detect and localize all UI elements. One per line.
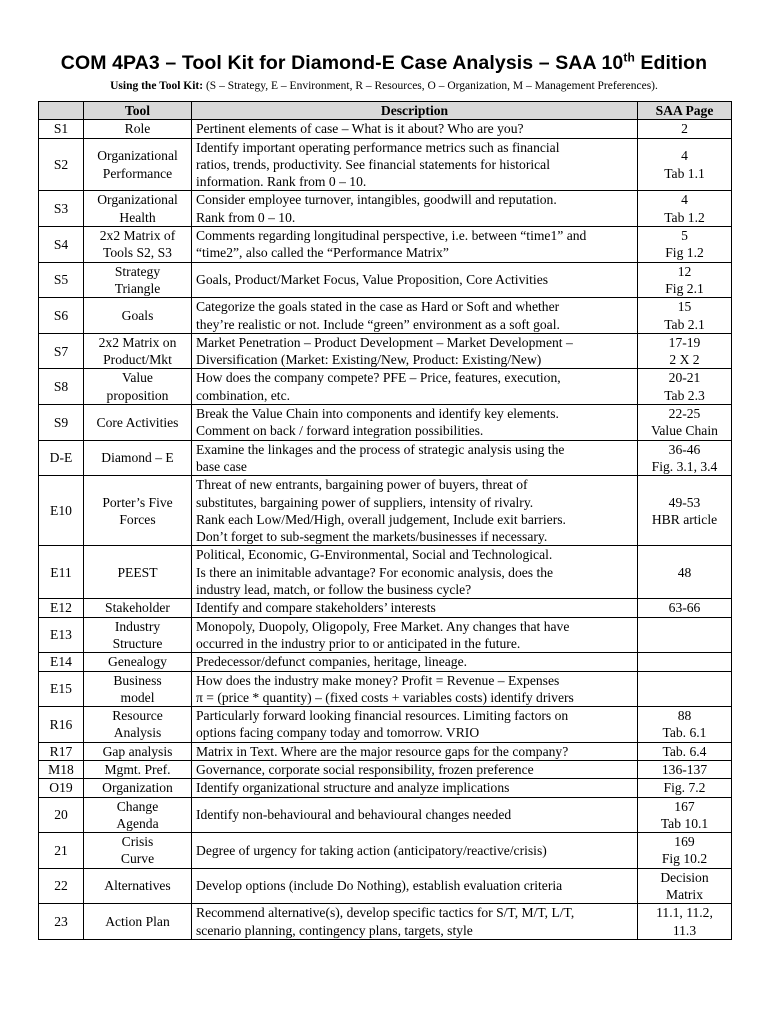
row-tool: Core Activities bbox=[84, 405, 192, 441]
row-description: Categorize the goals stated in the case as Hard or Soft and whether they’re realistic or not. Include “green” environment as a soft goal. bbox=[192, 298, 638, 334]
row-saa-page bbox=[638, 617, 732, 653]
row-saa-page: 12 Fig 2.1 bbox=[638, 262, 732, 298]
row-id: E10 bbox=[39, 476, 84, 546]
page-title bbox=[0, 52, 768, 75]
row-description: Matrix in Text. Where are the major resource gaps for the company? bbox=[192, 742, 638, 760]
header-tool: Tool bbox=[84, 102, 192, 120]
row-tool: Organizational Performance bbox=[84, 138, 192, 191]
table-header-row bbox=[39, 102, 732, 120]
row-id: S6 bbox=[39, 298, 84, 334]
row-tool: Diamond – E bbox=[84, 440, 192, 476]
row-description: Goals, Product/Market Focus, Value Proposition, Core Activities bbox=[192, 262, 638, 298]
subtitle-label: Using the Tool Kit: bbox=[110, 80, 204, 92]
row-tool: Mgmt. Pref. bbox=[84, 760, 192, 778]
row-id: S1 bbox=[39, 120, 84, 138]
table-row bbox=[39, 191, 732, 227]
table-row bbox=[39, 227, 732, 263]
row-description: Identify and compare stakeholders’ interests bbox=[192, 599, 638, 617]
row-description: Identify important operating performance metrics such as financial ratios, trends, productivity. See financial statements for historical information. Rank from 0 – 10. bbox=[192, 138, 638, 191]
table-row bbox=[39, 760, 732, 778]
row-id: R16 bbox=[39, 707, 84, 743]
table-row bbox=[39, 742, 732, 760]
row-tool: Strategy Triangle bbox=[84, 262, 192, 298]
table-row bbox=[39, 546, 732, 599]
table-row bbox=[39, 653, 732, 671]
row-id: S9 bbox=[39, 405, 84, 441]
row-id: S3 bbox=[39, 191, 84, 227]
row-description: Identify organizational structure and analyze implications bbox=[192, 779, 638, 797]
row-description: How does the company compete? PFE – Price, features, execution, combination, etc. bbox=[192, 369, 638, 405]
table-row bbox=[39, 868, 732, 904]
header-id bbox=[39, 102, 84, 120]
row-id: E11 bbox=[39, 546, 84, 599]
row-tool: PEEST bbox=[84, 546, 192, 599]
row-saa-page: 11.1, 11.2, 11.3 bbox=[638, 904, 732, 940]
row-id: E12 bbox=[39, 599, 84, 617]
row-saa-page: 2 bbox=[638, 120, 732, 138]
row-description: Break the Value Chain into components and identify key elements. Comment on back / forward integration possibilities. bbox=[192, 405, 638, 441]
row-tool: Organizational Health bbox=[84, 191, 192, 227]
row-saa-page: 136-137 bbox=[638, 760, 732, 778]
row-tool: Crisis Curve bbox=[84, 833, 192, 869]
row-tool: Industry Structure bbox=[84, 617, 192, 653]
row-saa-page: 63-66 bbox=[638, 599, 732, 617]
table-row bbox=[39, 138, 732, 191]
row-description: Develop options (include Do Nothing), establish evaluation criteria bbox=[192, 868, 638, 904]
row-id: E13 bbox=[39, 617, 84, 653]
row-tool: Role bbox=[84, 120, 192, 138]
table-row bbox=[39, 476, 732, 546]
row-saa-page: 22-25 Value Chain bbox=[638, 405, 732, 441]
row-saa-page bbox=[638, 653, 732, 671]
row-id: D-E bbox=[39, 440, 84, 476]
row-tool: Goals bbox=[84, 298, 192, 334]
row-saa-page: 169 Fig 10.2 bbox=[638, 833, 732, 869]
table-row bbox=[39, 707, 732, 743]
table-row bbox=[39, 779, 732, 797]
row-id: S8 bbox=[39, 369, 84, 405]
table-body bbox=[39, 120, 732, 940]
title-main: COM 4PA3 – Tool Kit for Diamond-E Case Analysis – SAA 10 bbox=[60, 52, 624, 74]
table-row bbox=[39, 617, 732, 653]
row-saa-page: Fig. 7.2 bbox=[638, 779, 732, 797]
row-saa-page: 36-46 Fig. 3.1, 3.4 bbox=[638, 440, 732, 476]
row-id: 20 bbox=[39, 797, 84, 833]
row-description: How does the industry make money? Profit = Revenue – Expenses π = (price * quantity) – (fixed costs + variables costs) identify drivers bbox=[192, 671, 638, 707]
row-tool: Stakeholder bbox=[84, 599, 192, 617]
table-row bbox=[39, 405, 732, 441]
row-saa-page bbox=[638, 671, 732, 707]
table-row bbox=[39, 671, 732, 707]
row-description: Comments regarding longitudinal perspective, i.e. between “time1” and “time2”, also called the “Performance Matrix” bbox=[192, 227, 638, 263]
row-id: S2 bbox=[39, 138, 84, 191]
title-end: Edition bbox=[634, 52, 708, 74]
row-description: Governance, corporate social responsibility, frozen preference bbox=[192, 760, 638, 778]
row-id: E15 bbox=[39, 671, 84, 707]
row-description: Political, Economic, G-Environmental, Social and Technological. Is there an inimitable advantage? For economic analysis, does the industry lead, match, or follow the business cycle? bbox=[192, 546, 638, 599]
row-id: S4 bbox=[39, 227, 84, 263]
row-saa-page: 15 Tab 2.1 bbox=[638, 298, 732, 334]
row-description: Pertinent elements of case – What is it about? Who are you? bbox=[192, 120, 638, 138]
row-saa-page: 88 Tab. 6.1 bbox=[638, 707, 732, 743]
table-row bbox=[39, 904, 732, 940]
tool-kit-table bbox=[38, 101, 732, 940]
table-row bbox=[39, 298, 732, 334]
row-saa-page: 48 bbox=[638, 546, 732, 599]
row-id: O19 bbox=[39, 779, 84, 797]
row-description: Monopoly, Duopoly, Oligopoly, Free Market. Any changes that have occurred in the industry prior to or anticipated in the future. bbox=[192, 617, 638, 653]
row-tool: Organization bbox=[84, 779, 192, 797]
header-description: Description bbox=[192, 102, 638, 120]
row-description: Identify non-behavioural and behavioural changes needed bbox=[192, 797, 638, 833]
table-row bbox=[39, 797, 732, 833]
row-id: M18 bbox=[39, 760, 84, 778]
table-row bbox=[39, 120, 732, 138]
row-tool: Change Agenda bbox=[84, 797, 192, 833]
row-saa-page: 4 Tab 1.1 bbox=[638, 138, 732, 191]
table-row bbox=[39, 369, 732, 405]
table-row bbox=[39, 599, 732, 617]
row-saa-page: 4 Tab 1.2 bbox=[638, 191, 732, 227]
row-description: Predecessor/defunct companies, heritage, lineage. bbox=[192, 653, 638, 671]
row-id: R17 bbox=[39, 742, 84, 760]
row-description: Consider employee turnover, intangibles, goodwill and reputation. Rank from 0 – 10. bbox=[192, 191, 638, 227]
row-tool: Value proposition bbox=[84, 369, 192, 405]
row-id: E14 bbox=[39, 653, 84, 671]
row-tool: Resource Analysis bbox=[84, 707, 192, 743]
row-description: Particularly forward looking financial resources. Limiting factors on options facing company today and tomorrow. VRIO bbox=[192, 707, 638, 743]
title-superscript: th bbox=[623, 50, 635, 65]
row-description: Examine the linkages and the process of strategic analysis using the base case bbox=[192, 440, 638, 476]
row-tool: Business model bbox=[84, 671, 192, 707]
row-tool: Alternatives bbox=[84, 868, 192, 904]
subtitle-text: (S – Strategy, E – Environment, R – Resources, O – Organization, M – Management Preferences). bbox=[203, 80, 658, 92]
row-saa-page: Tab. 6.4 bbox=[638, 742, 732, 760]
row-saa-page: 49-53 HBR article bbox=[638, 476, 732, 546]
row-tool: 2x2 Matrix of Tools S2, S3 bbox=[84, 227, 192, 263]
row-saa-page: 167 Tab 10.1 bbox=[638, 797, 732, 833]
table-row bbox=[39, 262, 732, 298]
row-id: 23 bbox=[39, 904, 84, 940]
row-saa-page: Decision Matrix bbox=[638, 868, 732, 904]
row-id: S5 bbox=[39, 262, 84, 298]
row-id: 21 bbox=[39, 833, 84, 869]
header-saa-page: SAA Page bbox=[638, 102, 732, 120]
row-saa-page: 20-21 Tab 2.3 bbox=[638, 369, 732, 405]
table-row bbox=[39, 833, 732, 869]
row-description: Degree of urgency for taking action (anticipatory/reactive/crisis) bbox=[192, 833, 638, 869]
page-subtitle bbox=[0, 80, 768, 92]
row-saa-page: 17-19 2 X 2 bbox=[638, 333, 732, 369]
row-tool: 2x2 Matrix on Product/Mkt bbox=[84, 333, 192, 369]
row-tool: Genealogy bbox=[84, 653, 192, 671]
table-row bbox=[39, 333, 732, 369]
row-description: Market Penetration – Product Development – Market Development – Diversification (Market: Existing/New, Product: Existing/New) bbox=[192, 333, 638, 369]
row-saa-page: 5 Fig 1.2 bbox=[638, 227, 732, 263]
table-row bbox=[39, 440, 732, 476]
row-id: 22 bbox=[39, 868, 84, 904]
row-description: Threat of new entrants, bargaining power of buyers, threat of substitutes, bargaining power of suppliers, intensity of rivalry. Rank each Low/Med/High, overall judgement, Include exit barriers. Don’t forget to sub-segment the markets/businesses if necessary. bbox=[192, 476, 638, 546]
row-tool: Porter’s Five Forces bbox=[84, 476, 192, 546]
row-tool: Action Plan bbox=[84, 904, 192, 940]
row-id: S7 bbox=[39, 333, 84, 369]
row-tool: Gap analysis bbox=[84, 742, 192, 760]
row-description: Recommend alternative(s), develop specific tactics for S/T, M/T, L/T, scenario planning, contingency plans, targets, style bbox=[192, 904, 638, 940]
